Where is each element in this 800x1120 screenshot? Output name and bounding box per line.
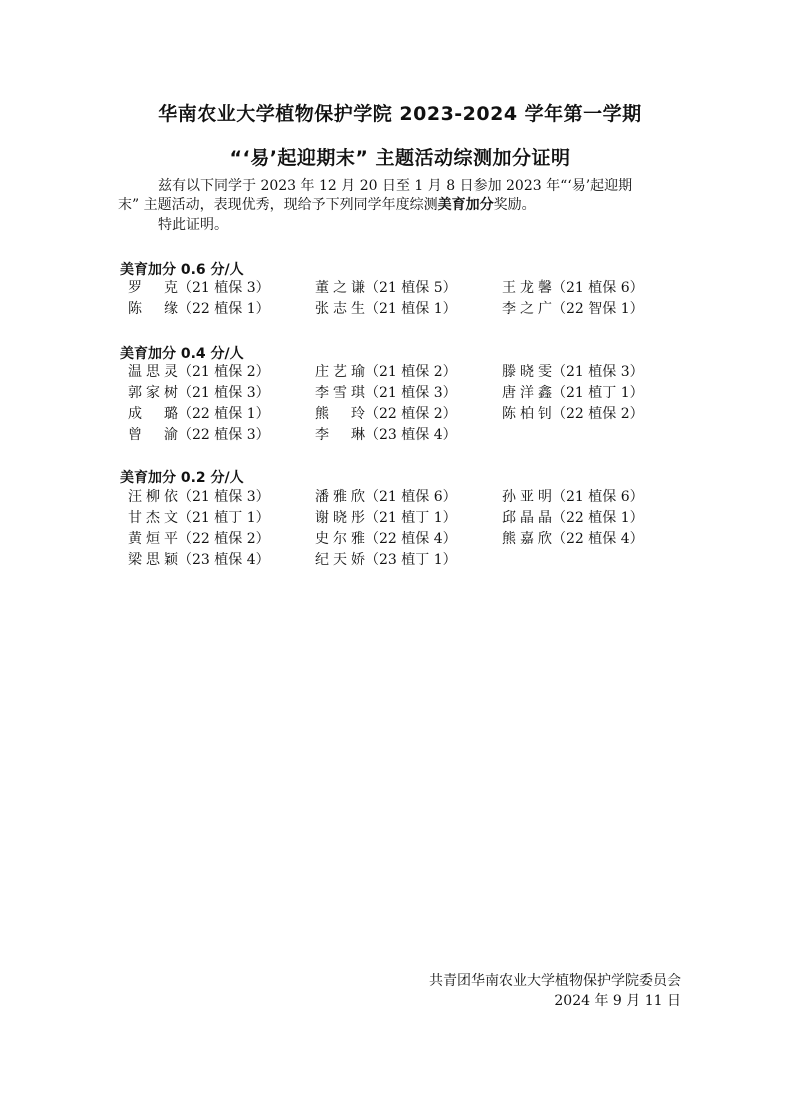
student-name: 谢晓彤	[315, 510, 365, 526]
student-name: 庄艺瑜	[315, 364, 365, 380]
list-item	[315, 383, 502, 403]
student-class: （23 植保 4）	[365, 427, 457, 443]
student-name: 曾渝	[128, 427, 178, 443]
issue-date: 2024 年 9 月 11 日	[554, 993, 681, 1009]
list-item	[502, 487, 689, 507]
student-class: （21 植保 3）	[178, 385, 270, 401]
section-heading-0-6: 美育加分 0.6 分/人	[120, 262, 244, 278]
student-name: 甘杰文	[128, 510, 178, 526]
list-item	[502, 383, 689, 403]
student-class: （21 植保 3）	[178, 489, 270, 505]
list-item	[128, 487, 315, 507]
list-item	[502, 404, 689, 424]
student-list-0-2	[128, 487, 688, 570]
student-name: 史尔雅	[315, 531, 365, 547]
intro-paragraph-line2	[118, 195, 536, 215]
student-class: （22 植保 4）	[552, 531, 644, 547]
list-item	[315, 362, 502, 382]
student-name: 汪柳依	[128, 489, 178, 505]
student-name: 张志生	[315, 301, 365, 317]
list-item	[315, 508, 502, 528]
student-class: （21 植丁 1）	[365, 510, 457, 526]
list-item	[315, 425, 502, 445]
student-list-0-4	[128, 362, 688, 445]
document-subtitle: “‘易’起迎期末” 主题活动综测加分证明	[229, 147, 571, 169]
student-name: 李雪琪	[315, 385, 365, 401]
student-class: （22 植保 1）	[552, 510, 644, 526]
student-name: 梁思颖	[128, 552, 178, 568]
list-item	[315, 487, 502, 507]
student-class: （21 植保 6）	[552, 489, 644, 505]
student-class: （22 植保 1）	[178, 406, 270, 422]
list-item	[315, 299, 502, 319]
intro-paragraph-line1: 兹有以下同学于 2023 年 12 月 20 日至 1 月 8 日参加 2023 年“‘易’起迎期	[158, 178, 633, 194]
student-class: （21 植保 5）	[365, 280, 457, 296]
list-item	[128, 278, 315, 298]
certify-statement: 特此证明。	[158, 217, 228, 233]
student-name: 罗克	[128, 280, 178, 296]
student-class: （21 植保 3）	[552, 364, 644, 380]
student-name: 李琳	[315, 427, 365, 443]
student-name: 王龙馨	[502, 280, 552, 296]
student-class: （21 植保 6）	[552, 280, 644, 296]
student-name: 熊玲	[315, 406, 365, 422]
student-class: （21 植保 1）	[365, 301, 457, 317]
intro-text-pre: 末” 主题活动，表现优秀，现给予下列同学年度综测	[118, 197, 438, 213]
list-item	[315, 529, 502, 549]
student-name: 唐洋鑫	[502, 385, 552, 401]
student-class: （21 植丁 1）	[178, 510, 270, 526]
student-class: （21 植保 6）	[365, 489, 457, 505]
list-item	[315, 404, 502, 424]
student-name: 邱晶晶	[502, 510, 552, 526]
student-class: （22 植保 2）	[365, 406, 457, 422]
student-class: （21 植丁 1）	[552, 385, 644, 401]
list-item	[315, 550, 502, 570]
list-item	[502, 508, 689, 528]
list-item	[128, 404, 315, 424]
student-name: 董之谦	[315, 280, 365, 296]
document-title: 华南农业大学植物保护学院 2023-2024 学年第一学期	[158, 103, 642, 125]
student-list-0-6	[128, 278, 688, 319]
student-name: 陈柏钊	[502, 406, 552, 422]
list-item	[502, 278, 689, 298]
issuing-organization: 共青团华南农业大学植物保护学院委员会	[429, 973, 681, 989]
list-item	[128, 425, 315, 445]
student-name: 孙亚明	[502, 489, 552, 505]
student-class: （21 植保 2）	[365, 364, 457, 380]
intro-text-highlight: 美育加分	[437, 197, 494, 213]
student-class: （22 植保 4）	[365, 531, 457, 547]
list-item	[128, 529, 315, 549]
student-class: （21 植保 3）	[365, 385, 457, 401]
student-name: 熊嘉欣	[502, 531, 552, 547]
student-class: （22 植保 1）	[178, 301, 270, 317]
list-item	[502, 529, 689, 549]
list-item	[502, 299, 689, 319]
student-name: 陈缘	[128, 301, 178, 317]
student-class: （21 植保 3）	[178, 280, 270, 296]
list-item	[128, 299, 315, 319]
student-class: （22 植保 2）	[178, 531, 270, 547]
student-class: （22 植保 3）	[178, 427, 270, 443]
student-name: 纪天娇	[315, 552, 365, 568]
student-class: （23 植保 4）	[178, 552, 270, 568]
student-name: 李之广	[502, 301, 552, 317]
section-heading-0-2: 美育加分 0.2 分/人	[120, 470, 244, 486]
student-name: 郭家树	[128, 385, 178, 401]
student-class: （22 智保 1）	[552, 301, 644, 317]
list-item	[315, 278, 502, 298]
list-item	[128, 362, 315, 382]
list-item	[128, 550, 315, 570]
student-name: 黄烜平	[128, 531, 178, 547]
student-name: 滕晓雯	[502, 364, 552, 380]
student-class: （23 植丁 1）	[365, 552, 457, 568]
student-name: 成璐	[128, 406, 178, 422]
student-name: 潘雅欣	[315, 489, 365, 505]
student-class: （21 植保 2）	[178, 364, 270, 380]
student-name: 温思灵	[128, 364, 178, 380]
section-heading-0-4: 美育加分 0.4 分/人	[120, 346, 244, 362]
list-item	[128, 508, 315, 528]
list-item	[502, 362, 689, 382]
intro-text-post: 奖励。	[493, 197, 536, 213]
list-item	[128, 383, 315, 403]
student-class: （22 植保 2）	[552, 406, 644, 422]
